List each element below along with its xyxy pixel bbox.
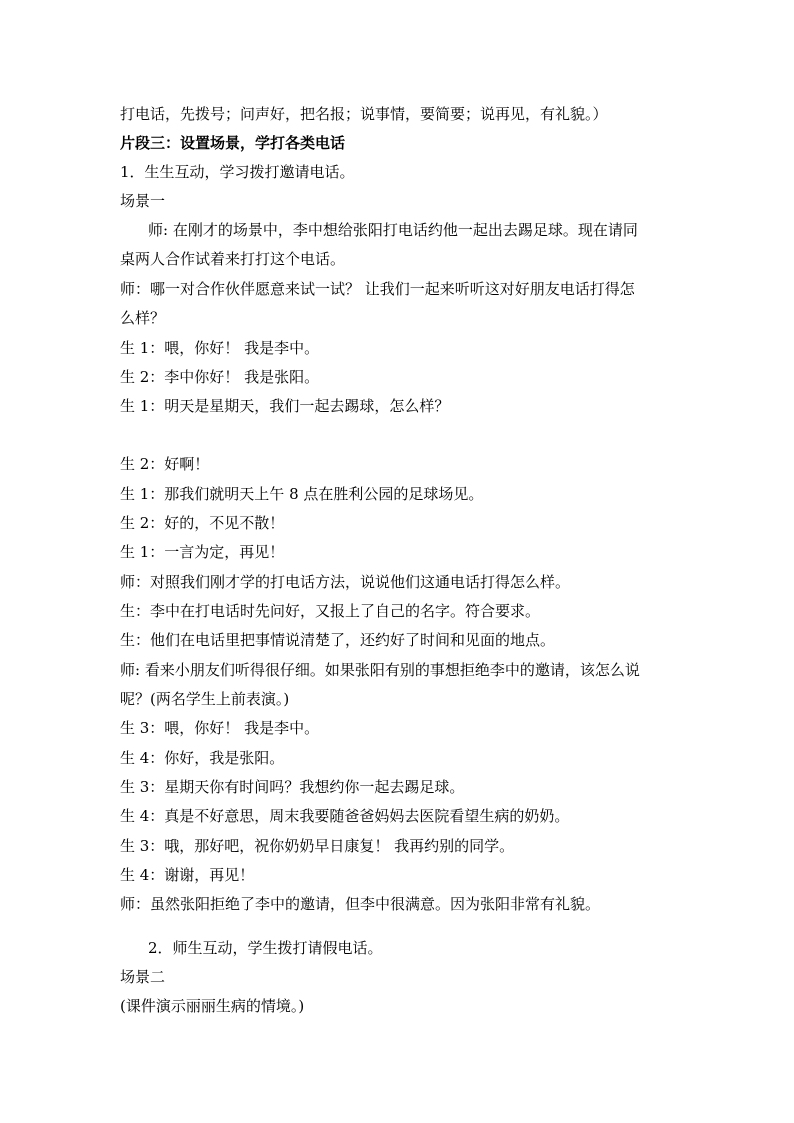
dialogue-line: 生 1：明天是星期天，我们一起去踢球，怎么样？ <box>120 397 450 415</box>
dialogue-line: 生 4：你好，我是张阳。 <box>120 749 285 767</box>
dialogue-line: 生 2：好的，不见不散！ <box>120 514 285 532</box>
dialogue-line: 生：他们在电话里把事情说清楚了，还约好了时间和见面的地点。 <box>120 631 556 649</box>
dialogue-line: 生 1：喂，你好！ 我是李中。 <box>120 339 320 357</box>
paragraph-line: 打电话，先拨号；问声好，把名报；说事情，要简要；说再见，有礼貌。） <box>120 105 608 123</box>
section-heading: 片段三：设置场景，学打各类电话 <box>120 134 346 152</box>
paragraph-line: 1．生生互动，学习拨打邀请电话。 <box>120 163 355 181</box>
dialogue-line: 生 2：好啊！ <box>120 455 210 473</box>
paragraph-line: 么样？ <box>120 309 166 327</box>
paragraph-line: 师: 看来小朋友们听得很仔细。如果张阳有别的事想拒绝李中的邀请，该怎么说 <box>120 661 640 679</box>
paragraph-line: 师: 在刚才的场景中，李中想给张阳打电话约他一起出去踢足球。现在请同 <box>148 221 638 239</box>
dialogue-line: 生 1：那我们就明天上午 8 点在胜利公园的足球场见。 <box>120 485 484 503</box>
paragraph-line: 桌两人合作试着来打打这个电话。 <box>120 250 346 268</box>
paragraph-line: (课件演示丽丽生病的情境。) <box>120 997 305 1015</box>
dialogue-line: 生：李中在打电话时先问好，又报上了自己的名字。符合要求。 <box>120 602 541 620</box>
dialogue-line: 生 4：谢谢，再见！ <box>120 866 255 884</box>
dialogue-line: 生 3：喂，你好！ 我是李中。 <box>120 719 320 737</box>
paragraph-line: 师：哪一对合作伙伴愿意来试一试？ 让我们一起来听听这对好朋友电话打得怎 <box>120 280 635 298</box>
paragraph-line: 呢？(两名学生上前表演。) <box>120 690 290 708</box>
dialogue-line: 生 4：真是不好意思，周末我要随爸爸妈妈去医院看望生病的奶奶。 <box>120 807 570 825</box>
dialogue-line: 生 3：星期天你有时间吗？我想约你一起去踢足球。 <box>120 778 465 796</box>
dialogue-line: 生 1：一言为定，再见！ <box>120 543 285 561</box>
paragraph-line: 师：虽然张阳拒绝了李中的邀请，但李中很满意。因为张阳非常有礼貌。 <box>120 895 601 913</box>
scene-label: 场景二 <box>120 968 166 986</box>
paragraph-line: 师：对照我们刚才学的打电话方法，说说他们这通电话打得怎么样。 <box>120 573 571 591</box>
paragraph-line: 2．师生互动，学生拨打请假电话。 <box>148 939 383 957</box>
dialogue-line: 生 3：哦，那好吧，祝你奶奶早日康复！ 我再约别的同学。 <box>120 837 515 855</box>
dialogue-line: 生 2：李中你好！ 我是张阳。 <box>120 368 320 386</box>
scene-label: 场景一 <box>120 192 166 210</box>
